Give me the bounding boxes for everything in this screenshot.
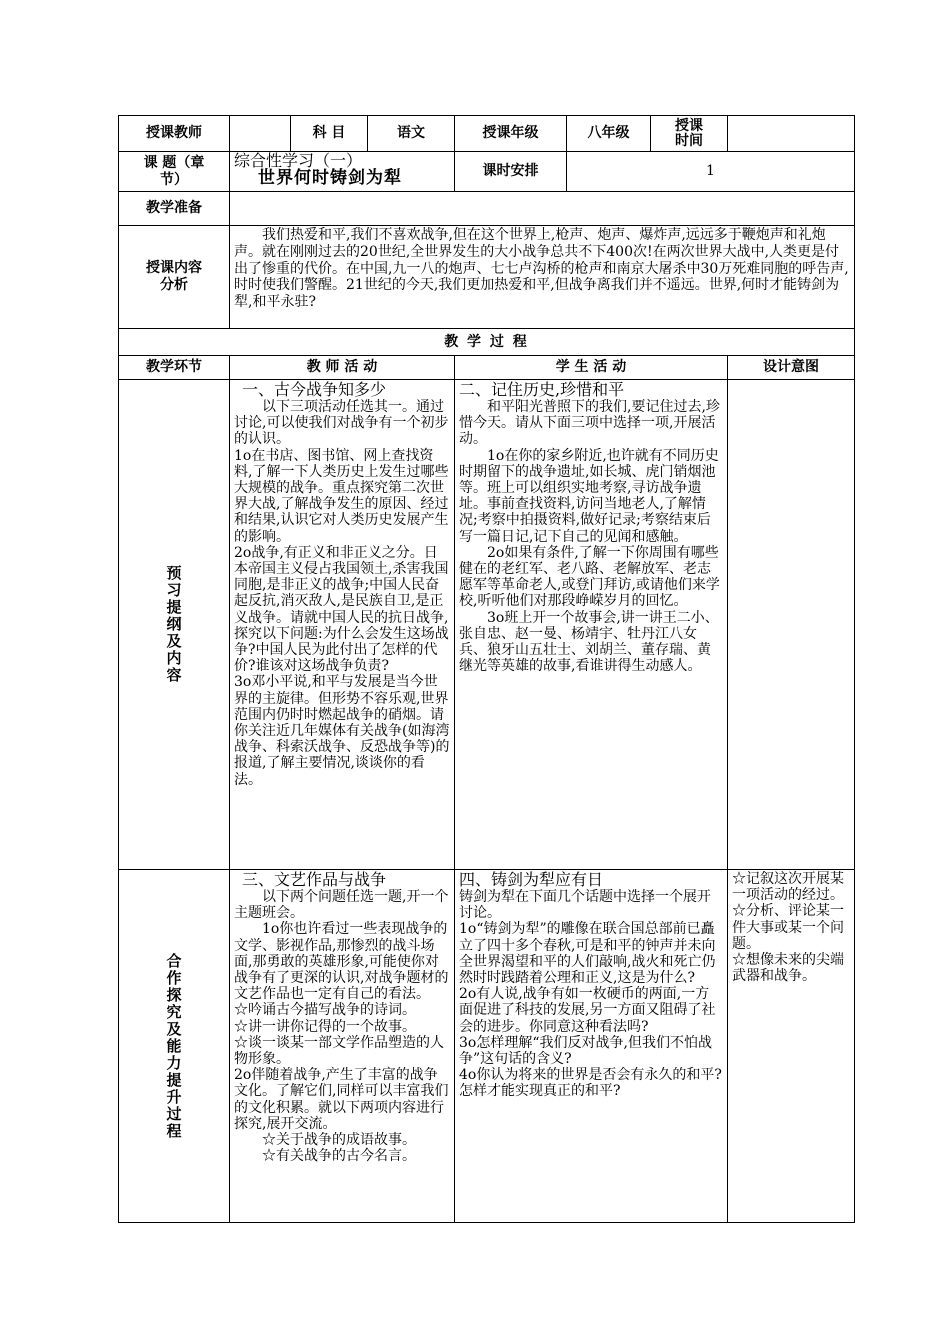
stage2-student-item4: 4o你认为将来的世界是否会有永久的和平?怎样才能实现真正的和平? [459, 1067, 722, 1100]
col-intent: 设计意图 [728, 356, 855, 380]
stage2-teacher-heading: 三、文艺作品与战争 [242, 870, 387, 889]
process-title-row [119, 329, 855, 356]
stage1-student-heading: 二、记住历史,珍惜和平 [459, 380, 625, 399]
stage1-student-cell [455, 380, 728, 870]
header-row [119, 116, 855, 152]
grade-label: 授课年级 [455, 116, 567, 152]
stage1-student-item2: 2o如果有条件,了解一下你周围有哪些健在的老红军、老八路、老解放军、老志愿军等革命老人,或登门拜访,或请他们来学校,听听他们对那段峥嵘岁月的回忆。 [459, 544, 720, 610]
topic-row [119, 152, 855, 192]
stage1-student-intro: 和平阳光普照下的我们,要记住过去,珍惜今天。请从下面三项中选择一项,开展活动。 [459, 399, 720, 448]
stage1-label-cell [119, 380, 230, 870]
stage2-intent-item2: ☆分析、评论某一件大事或某一个问题。 [732, 903, 844, 952]
stage2-teacher-star2: ☆讲一讲你记得的一个故事。 [234, 1018, 416, 1035]
stage2-teacher-cell [230, 870, 455, 1223]
time-label: 授课时间 [651, 116, 728, 152]
col-student: 学 生 活 动 [455, 356, 728, 380]
stage2-label: 合作探究及能力提升过程 [166, 951, 182, 1140]
teacher-value [230, 116, 291, 152]
prep-row [119, 192, 855, 226]
analysis-row [119, 226, 855, 329]
stage2-student-item3: 3o怎样理解“我们反对战争,但我们不怕战争”这句话的含义? [459, 1034, 712, 1068]
stage2-teacher-item1: 1o你也许看过一些表现战争的文学、影视作品,那惨烈的战斗场面,那勇敢的英雄形象,可能使你对战争有了更深的认识,对战争题材的文艺作品也一定有自己的看法。 [234, 921, 449, 1003]
topic-title: 世界何时铸剑为犁 [258, 168, 402, 188]
stage2-teacher-star1: ☆吟诵古今描写战争的诗词。 [234, 1002, 416, 1019]
stage2-teacher-intro: 以下两个问题任选一题,开一个主题班会。 [234, 889, 449, 922]
stage2-student-cell [455, 870, 728, 1223]
stage1-row [119, 380, 855, 870]
prep-label: 教学准备 [119, 192, 230, 226]
analysis-label: 授课内容分析 [119, 226, 230, 329]
subject-value: 语文 [368, 116, 455, 152]
process-title: 教 学 过 程 [119, 329, 855, 356]
lesson-plan-table [118, 115, 855, 1223]
schedule-label: 课时安排 [455, 152, 567, 192]
topic-subtitle: 综合性学习（一） [234, 151, 363, 170]
analysis-text: 我们热爱和平,我们不喜欢战争,但在这个世界上,枪声、炮声、爆炸声,远远多于鞭炮声和礼炮声。就在刚刚过去的20世纪,全世界发生的大小战争总共不下400次!在两次世界大战中,人类更是付出了惨重的代价。在中国,九一八的炮声、七七卢沟桥的枪声和南京大屠杀中30万死难同胞的呼告声,时时使我们警醒。21世纪的今天,我们更加热爱和平,但战争离我们并不遥远。世界,何时才能铸剑为犁,和平永驻? [234, 227, 849, 311]
stage2-intent-cell [728, 870, 855, 1223]
stage1-intent [728, 380, 855, 870]
stage1-teacher-intro: 以下三项活动任选其一。通过讨论,可以使我们对战争有一个初步的认识。 [234, 399, 449, 448]
stage1-teacher-heading: 一、古今战争知多少 [242, 380, 387, 399]
process-header-row [119, 356, 855, 380]
stage2-teacher-item2: 2o伴随着战争,产生了丰富的战争文化。了解它们,同样可以丰富我们的文化积累。就以下两项内容进行探究,展开交流。 [234, 1067, 449, 1132]
stage2-teacher-star3: ☆谈一谈某一部文学作品塑造的人物形象。 [234, 1034, 444, 1068]
stage1-teacher-item3: 3o邓小平说,和平与发展是当今世界的主旋律。但形势不容乐观,世界范围内仍时时燃起战争的硝烟。请你关注近几年媒体有关战争(如海湾战争、科索沃战争、反恐战争等)的报道,了解主要情况,谈谈你的看法。 [234, 674, 450, 788]
stage2-row [119, 870, 855, 1223]
col-stage: 教学环节 [119, 356, 230, 380]
stage1-teacher-cell [230, 380, 455, 870]
time-value [728, 116, 855, 152]
grade-value: 八年级 [567, 116, 651, 152]
topic-label: 课 题（章节） [119, 152, 230, 192]
stage1-student-item1: 1o在你的家乡附近,也许就有不同历史时期留下的战争遗址,如长城、虎门销烟池等。班上可以组织实地考察,寻访战争遗址。事前查找资料,访问当地老人,了解情况;考察中拍摄资料,做好记录;考察结束后写一篇日记,记下自己的见闻和感触。 [459, 447, 719, 545]
stage2-intent-item1: ☆记叙这次开展某一项活动的经过。 [732, 871, 844, 904]
teacher-label: 授课教师 [119, 116, 230, 152]
stage2-teacher-star4: ☆关于战争的成语故事。 [262, 1132, 416, 1149]
stage1-teacher-item2: 2o战争,有正义和非正义之分。日本帝国主义侵占我国领土,杀害我国同胞,是非正义的战争;中国人民奋起反抗,消灭敌人,是民族自卫,是正义战争。请就中国人民的抗日战争,探究以下问题:为什么会发生这场战争?中国人民为此付出了怎样的代价?谁该对这场战争负责? [234, 544, 449, 675]
stage2-intent-item3: ☆想像未来的尖端武器和战争。 [732, 952, 844, 985]
stage1-student-item3: 3o班上开一个故事会,讲一讲王二小、张自忠、赵一曼、杨靖宇、牡丹江八女兵、狼牙山五壮士、刘胡兰、董存瑞、黄继光等英雄的故事,看谁讲得生动感人。 [459, 609, 719, 675]
stage1-teacher-item1: 1o在书店、图书馆、网上查找资料,了解一下人类历史上发生过哪些大规模的战争。重点探究第二次世界大战,了解战争发生的原因、经过和结果,认识它对人类历史发展产生的影响。 [234, 447, 449, 545]
subject-label: 科 目 [291, 116, 368, 152]
analysis-cell [230, 226, 855, 329]
stage2-teacher-star5: ☆有关战争的古今名言。 [262, 1148, 416, 1165]
stage2-student-item1: 1o“铸剑为犁”的雕像在联合国总部前已矗立了四十多个春秋,可是和平的钟声并未向全世界渴望和平的人们敲响,战火和死亡仍然时时践踏着公理和正义,这是为什么? [459, 921, 716, 987]
topic-cell [230, 152, 455, 192]
prep-value [230, 192, 855, 226]
stage2-student-intro: 铸剑为犁在下面几个话题中选择一个展开讨论。 [459, 889, 711, 922]
stage2-student-heading: 四、铸剑为犁应有日 [459, 870, 604, 889]
col-teacher: 教 师 活 动 [230, 356, 455, 380]
schedule-value: 1 [567, 152, 855, 192]
stage2-label-cell [119, 870, 230, 1223]
stage1-label: 预习提纲及内容 [166, 564, 182, 684]
stage2-student-item2: 2o有人说,战争有如一枚硬币的两面,一方面促进了科技的发展,另一方面又阻碍了社会的进步。你同意这种看法吗? [459, 986, 716, 1035]
